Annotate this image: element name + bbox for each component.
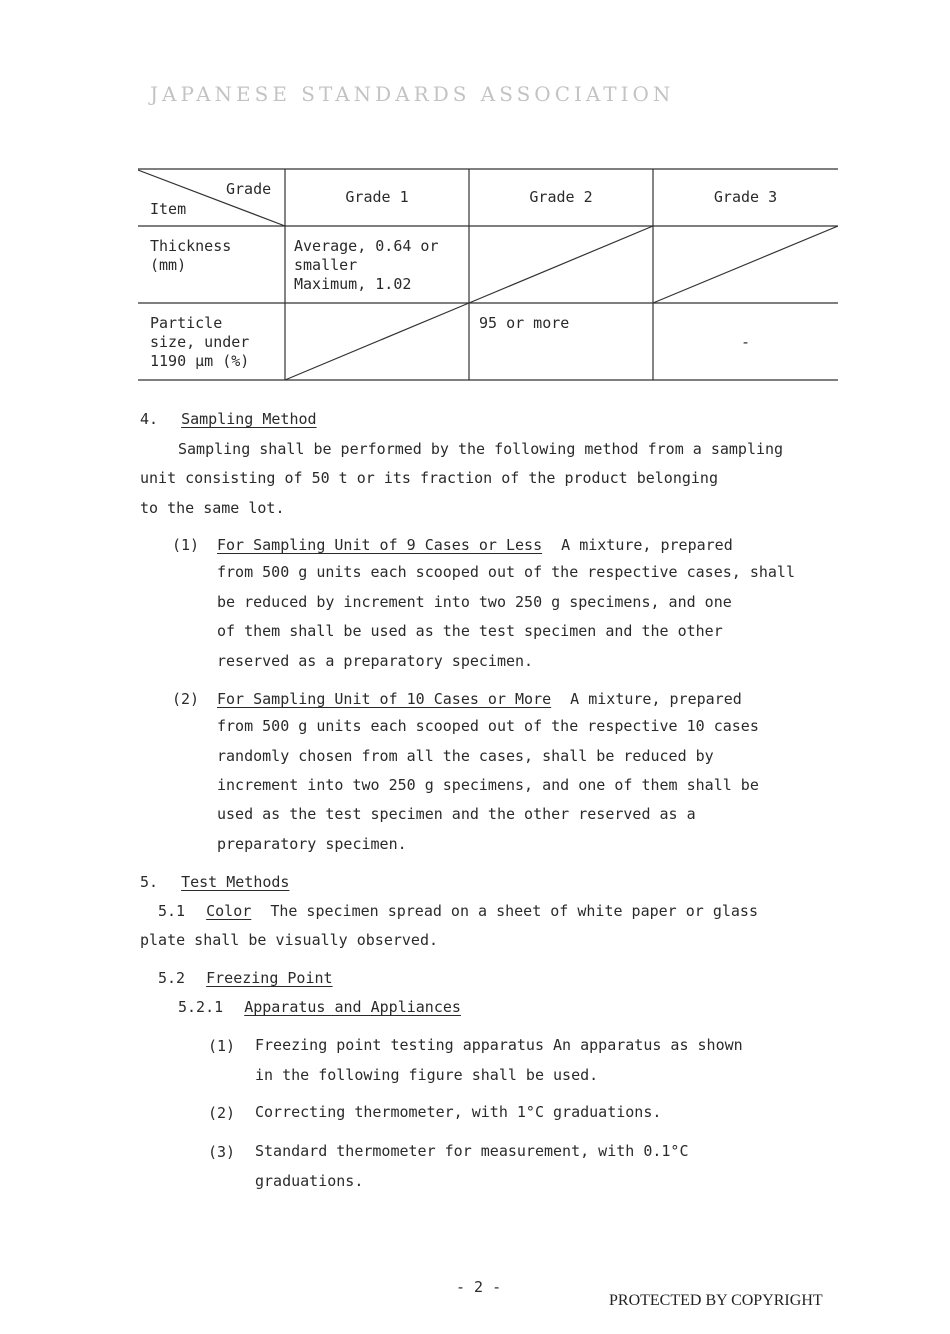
sampling-item-1-first-line — [217, 536, 733, 554]
apparatus-text: Standard thermometer for measurement, with 0.1°C — [255, 1142, 689, 1160]
section-4-intro-line-2: unit consisting of 50 t or its fraction of the product belonging — [140, 469, 718, 487]
section-title: Sampling Method — [181, 410, 317, 428]
item-text: from 500 g units each scooped out of the respective cases, shall — [217, 563, 795, 581]
empty-cell-diagonal-r2-g1 — [285, 303, 469, 380]
subsection-text: plate shall be visually observed. — [140, 931, 439, 949]
item-text: used as the test specimen and the other reserved as a — [217, 805, 696, 823]
page-number: - 2 - — [456, 1278, 502, 1296]
apparatus-text: Freezing point testing apparatus An apparatus as shown — [255, 1036, 743, 1054]
item-number: (3) — [208, 1143, 236, 1161]
item-text: increment into two 250 g specimens, and one of them shall be — [217, 776, 759, 794]
item-line: (mm) — [150, 256, 187, 274]
item-line: 1190 µm (%) — [150, 352, 250, 370]
subsection-title: Apparatus and Appliances — [244, 998, 461, 1016]
section-4-intro-line-1: Sampling shall be performed by the following method from a sampling — [178, 440, 784, 458]
section-5-2-heading — [158, 969, 333, 987]
value-line: Maximum, 1.02 — [294, 275, 412, 293]
item-text: A mixture, prepared — [570, 690, 742, 708]
grade-2-header: Grade 2 — [529, 188, 593, 206]
item-text: be reduced by increment into two 250 g specimens, and one — [217, 593, 732, 611]
item-number: (1) — [172, 536, 200, 554]
item-text: randomly chosen from all the cases, shall be reduced by — [217, 747, 714, 765]
sampling-item-2-first-line — [217, 690, 742, 708]
value-line: Average, 0.64 or — [294, 237, 439, 255]
section-title: Test Methods — [181, 873, 290, 891]
document-header: JAPANESE STANDARDS ASSOCIATION — [150, 82, 675, 106]
row-particle-grade2: 95 or more — [479, 314, 570, 332]
item-heading: For Sampling Unit of 9 Cases or Less — [217, 536, 543, 554]
row-particle-item — [150, 314, 249, 371]
section-5-2-1-heading — [178, 998, 461, 1016]
empty-cell-diagonal-r1-g3 — [653, 226, 838, 303]
grade-1-header: Grade 1 — [345, 188, 409, 206]
subsection-number: 5.1 — [158, 902, 186, 920]
copyright-notice: PROTECTED BY COPYRIGHT — [609, 1292, 823, 1309]
item-text: A mixture, prepared — [561, 536, 733, 554]
apparatus-text: in the following figure shall be used. — [255, 1066, 599, 1084]
item-text: reserved as a preparatory specimen. — [217, 652, 534, 670]
item-text: from 500 g units each scooped out of the respective 10 cases — [217, 717, 759, 735]
value-line: smaller — [294, 256, 358, 274]
subsection-text: The specimen spread on a sheet of white paper or glass — [270, 902, 758, 920]
item-heading: For Sampling Unit of 10 Cases or More — [217, 690, 552, 708]
item-number: (1) — [208, 1037, 236, 1055]
section-5-heading — [140, 873, 289, 891]
section-4-intro-line-3: to the same lot. — [140, 499, 285, 517]
item-text: preparatory specimen. — [217, 835, 407, 853]
item-line: size, under — [150, 333, 250, 351]
item-line: Particle — [150, 314, 223, 332]
apparatus-text: graduations. — [255, 1172, 364, 1190]
grade-3-header: Grade 3 — [713, 188, 778, 206]
subsection-number: 5.2 — [158, 969, 186, 987]
section-4-heading — [140, 410, 317, 428]
row-particle-grade3: - — [740, 333, 751, 351]
empty-cell-diagonal-r1-g2 — [469, 226, 653, 303]
grade-table — [138, 168, 838, 382]
subsection-title: Color — [206, 902, 252, 920]
item-number: (2) — [208, 1104, 236, 1122]
subsection-title: Freezing Point — [206, 969, 333, 987]
corner-grade-label: Grade — [226, 180, 272, 198]
item-text: of them shall be used as the test specimen and the other — [217, 622, 723, 640]
section-5-1-first-line — [158, 902, 758, 920]
section-number: 4. — [140, 410, 159, 428]
apparatus-text: Correcting thermometer, with 1°C graduations. — [255, 1103, 662, 1121]
item-number: (2) — [172, 690, 200, 708]
subsection-number: 5.2.1 — [178, 998, 224, 1016]
row-thickness-item — [150, 237, 231, 275]
row-thickness-grade1 — [294, 237, 439, 294]
corner-item-label: Item — [150, 200, 187, 218]
item-line: Thickness — [150, 237, 232, 255]
section-number: 5. — [140, 873, 159, 891]
